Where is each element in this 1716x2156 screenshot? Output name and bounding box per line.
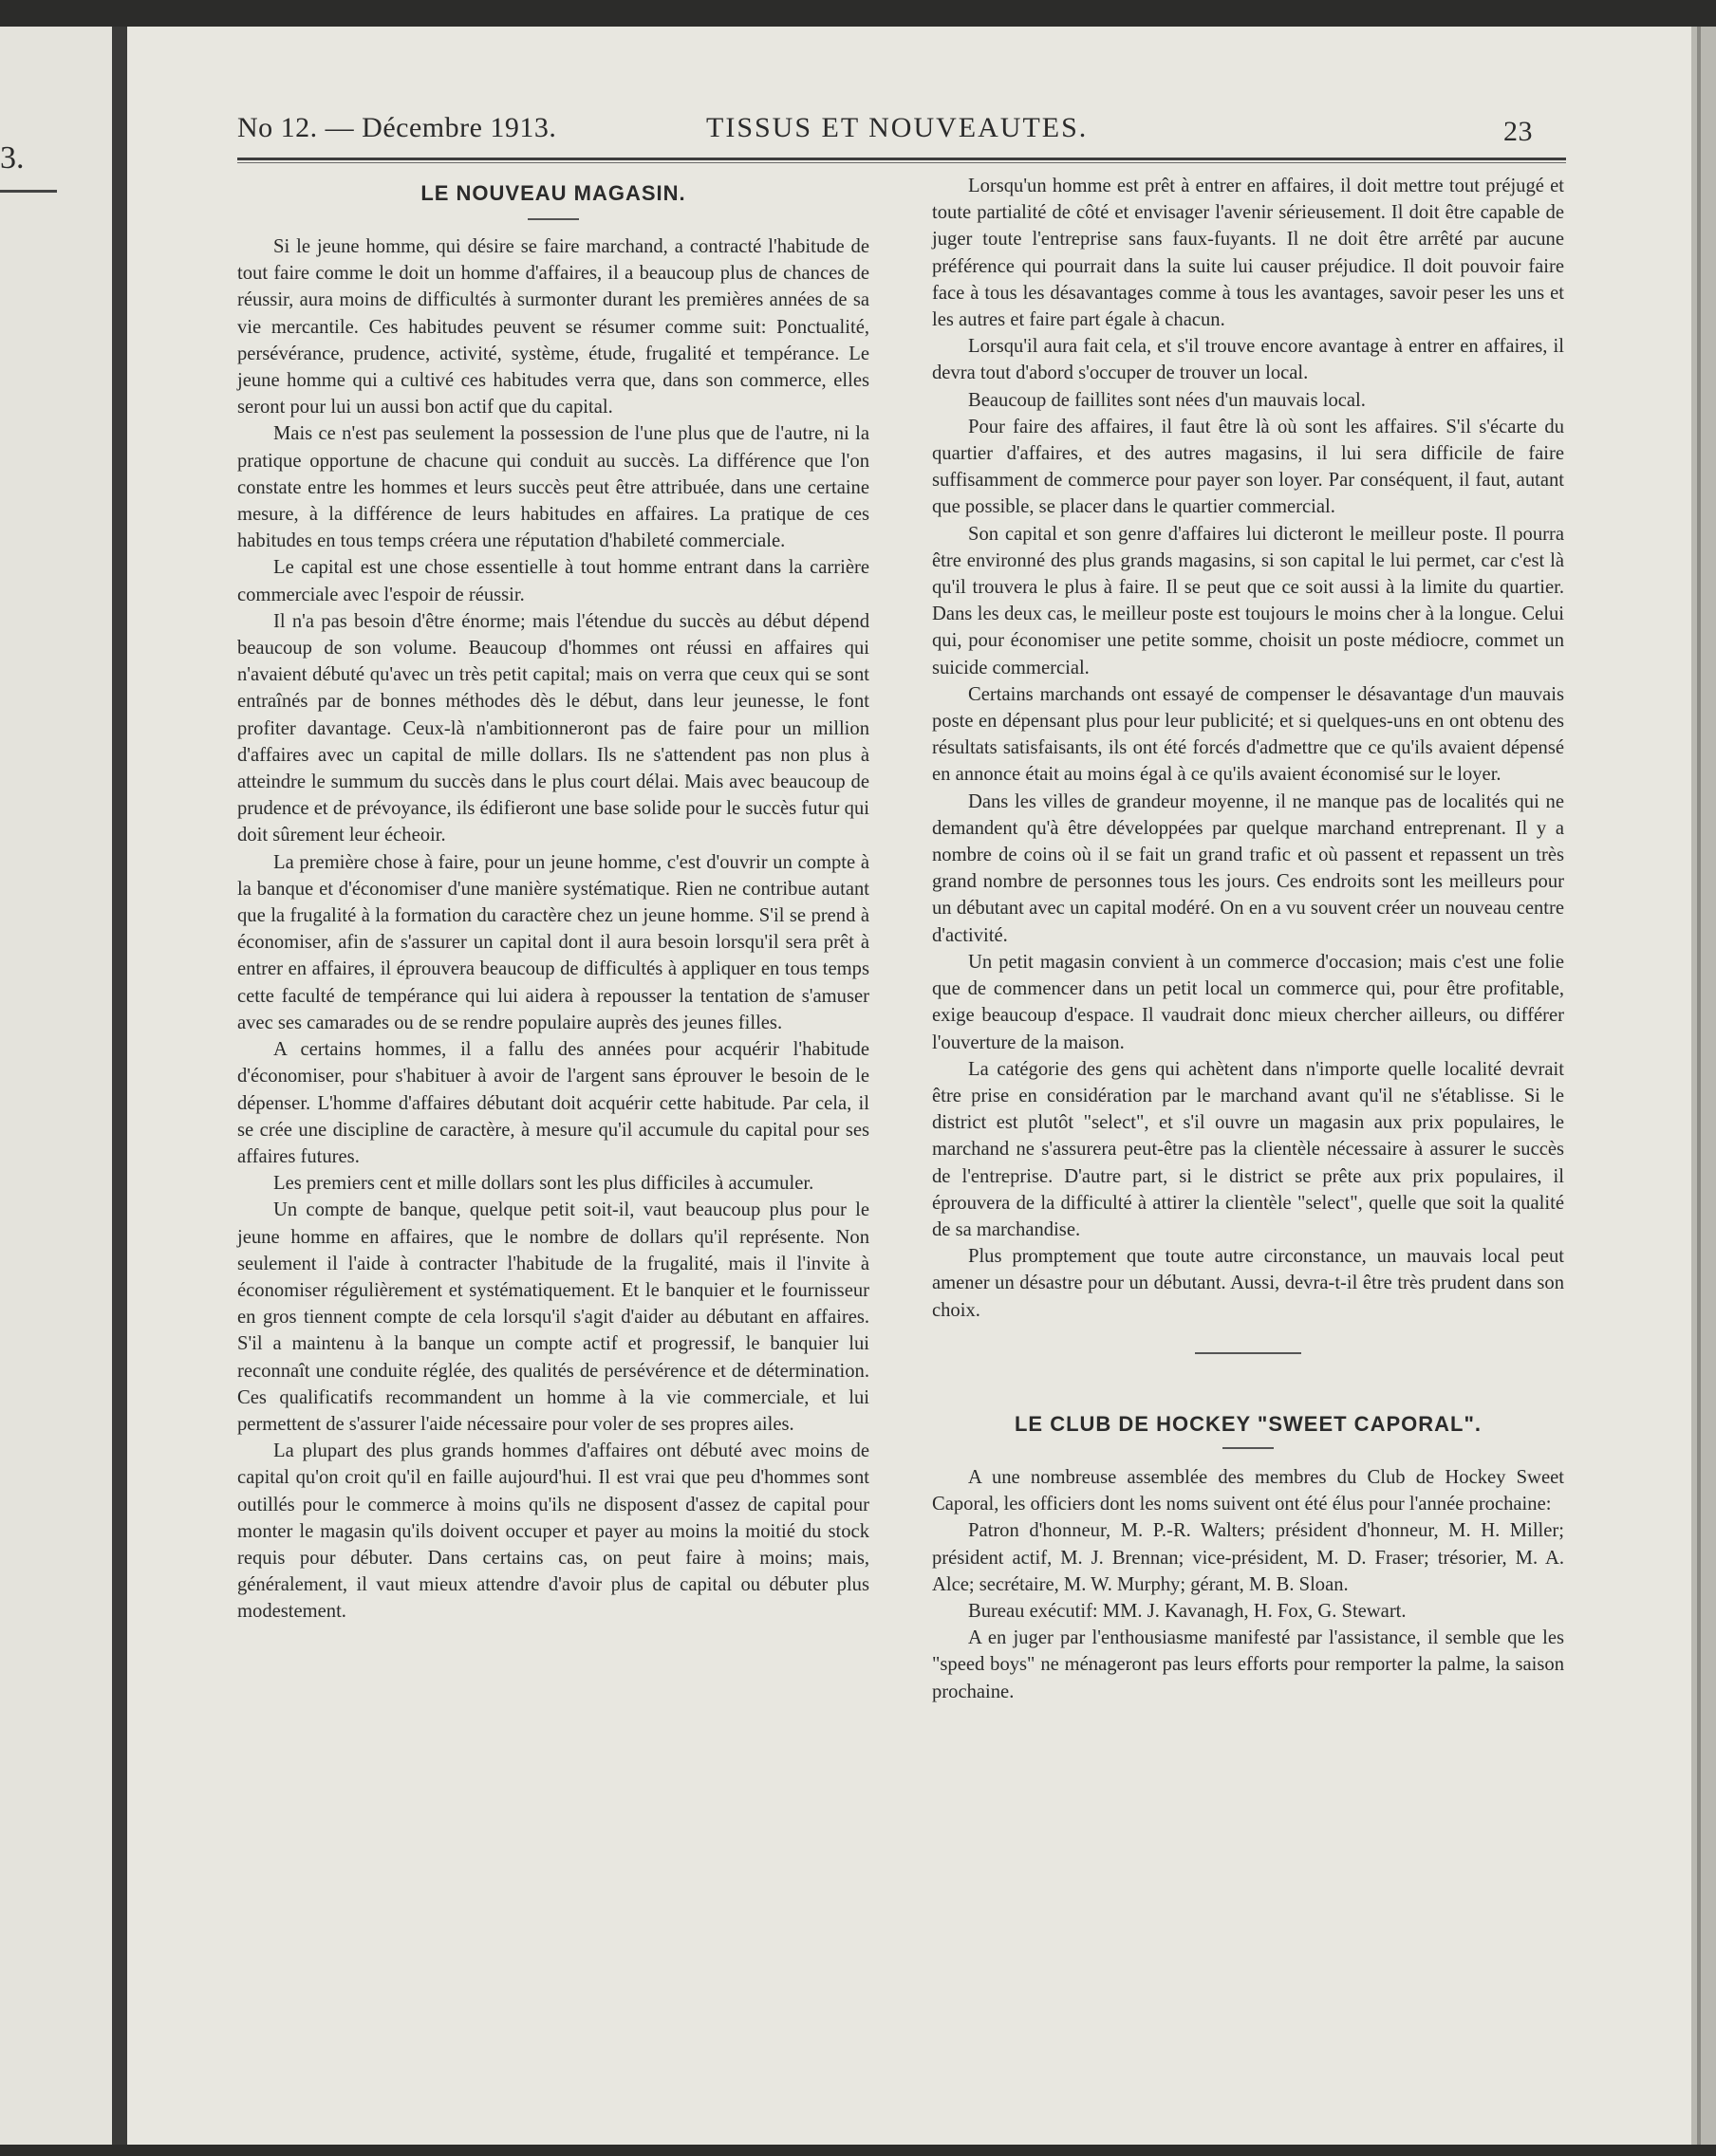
article-paragraph: Le capital est une chose essentielle à tout homme entrant dans la carrière commerciale avec l'espoir de réussir. (237, 557, 869, 605)
article-title-hockey: LE CLUB DE HOCKEY "SWEET CAPORAL". (1014, 1411, 1483, 1436)
title-rule (528, 218, 579, 220)
title-rule (1222, 1447, 1274, 1449)
article-paragraph: Plus promptement que toute autre circonstance, un mauvais local peut amener un désastre pour un débutant. Aussi, devra-t-il être très prudent dans son choix. (932, 1246, 1564, 1321)
article-paragraph: La catégorie des gens qui achètent dans n'importe quelle localité devrait être prise en considération par le marchand avant qu'il ne s'établisse. Si le district est plutôt "select", et s'il ouvre un magasin aux prix populaires, le marchand ne s'assurera peut-être pas la clientèle nécessaire à assurer le succès de l'entreprise. D'autre part, si le district se prête aux prix populaires, il éprouvera de la difficulté à attirer la clientèle "select", quelle que soit la qualité de sa marchandise. (932, 1058, 1564, 1240)
page-edge-right (1691, 27, 1716, 2145)
right-column (932, 173, 1564, 1705)
article-paragraph: Dans les villes de grandeur moyenne, il ne manque pas de localités qui ne demandent qu'à être développées par quelque marchand entreprenant. Il y a nombre de coins où il se fait un grand trafic et où passent et repassent un très grand nombre de personnes tous les jours. Ces endroits sont les meilleurs pour un débutant avec un capital modéré. On en a vu souvent créer un nouveau centre d'activité. (932, 790, 1564, 946)
article-paragraph: Lorsqu'il aura fait cela, et s'il trouve encore avantage à entrer en affaires, il devra tout d'abord s'occuper de trouver un local. (932, 336, 1564, 384)
article-paragraph: Beaucoup de faillites sont nées d'un mauvais local. (968, 389, 1366, 411)
article-paragraph: Un petit magasin convient à un commerce d'occasion; mais c'est une folie que de commencer dans un petit local un commerce qui, pour être profitable, exige beaucoup d'espace. Il vaudrait donc mieux chercher ailleurs, ou différer l'ouverture de la maison. (932, 951, 1564, 1053)
previous-page-rule (0, 190, 57, 193)
running-header (237, 112, 1566, 154)
article-paragraph: Il n'a pas besoin d'être énorme; mais l'étendue du succès au début dépend beaucoup de son volume. Beaucoup d'hommes ont réussi en affaires qui n'avaient débuté qu'avec un très petit capital; mais on verra que ceux qui se sont entraînés par de bonnes méthodes dès le début, dans leur jeunesse, le font profiter davantage. Ceux-là n'ambitionneront pas de faire pour un million d'affaires avec un capital de mille dollars. Ils ne s'attendent pas non plus à atteindre le summum du succès dans le plus court délai. Mais avec beaucoup de prudence et de prévoyance, ils édifieront une base solide pour le succès futur qui doit sûrement leur écheoir. (237, 610, 869, 846)
article-paragraph: Lorsqu'un homme est prêt à entrer en affaires, il doit mettre tout préjugé et toute partialité de côté et envisager l'avenir sérieusement. Il doit être capable de juger toute l'entreprise sans faux-fuyants. Il ne doit être arrêté par aucune préférence qui pourrait dans la suite lui causer préjudice. Il doit pouvoir faire face à tous les désavantages comme à tous les avantages, savoir peser les uns et les autres et faire part égale à chacun. (932, 176, 1564, 331)
article-paragraph: Bureau exécutif: MM. J. Kavanagh, H. Fox, G. Stewart. (968, 1600, 1407, 1622)
previous-page-fragment: 3. (0, 140, 25, 176)
previous-page-sliver (0, 27, 112, 2145)
publication-title: TISSUS ET NOUVEAUTES. (706, 112, 1089, 143)
issue-date: No 12. — Décembre 1913. (237, 112, 557, 143)
article-paragraph: Son capital et son genre d'affaires lui dicteront le meilleur poste. Il pourra être environné des plus grands magasins, si son capital le lui permet, car c'est là qu'il trouvera le plus à faire. Il se peut que ce soit aussi à la limite du quartier. Dans les deux cas, le meilleur poste est toujours le moins cher à la longue. Celui qui, pour économiser une petite somme, choisit un poste médiocre, commet un suicide commercial. (932, 523, 1564, 678)
article-paragraph: La plupart des plus grands hommes d'affaires ont débuté avec moins de capital qu'on croit qu'il en faille aujourd'hui. Il est vrai que peu d'hommes sont outillés pour le commerce à moins qu'ils ne disposent d'assez de capital pour monter le magasin qu'ils doivent occuper et payer au moins la moitié du stock requis pour débuter. Dans certains cas, on peut faire à moins; mais, généralement, il vaut mieux attendre d'avoir plus de capital ou débuter plus modestement. (237, 1440, 869, 1623)
article-paragraph: La première chose à faire, pour un jeune homme, c'est d'ouvrir un compte à la banque et d'économiser d'une manière systématique. Rien ne contribue autant que la frugalité à la formation du caractère chez un jeune homme. S'il se prend à économiser, afin de s'assurer un capital dont il aura besoin lorsqu'il sera prêt à entrer en affaires, il éprouvera beaucoup de difficultés à appliquer en tous temps cette faculté de tempérance qui lui aidera à repousser la tentation de s'amuser avec ses camarades ou de se rendre populaire auprès des jeunes filles. (237, 851, 869, 1033)
article-paragraph: Certains marchands ont essayé de compenser le désavantage d'un mauvais poste en dépensant plus pour leur publicité; et si quelques-uns en ont obtenu des résultats satisfaisants, ils ont été forcés d'admettre que ce qu'ils avaient dépensé en annonce était au moins égal à ce qu'ils avaient économisé sur le loyer. (932, 683, 1564, 786)
article-paragraph: Mais ce n'est pas seulement la possession de l'une plus que de l'autre, ni la pratique opportune de chacune qui conduit au succès. La différence que l'on constate entre les hommes et leurs succès peut être attribuée, dans une certaine mesure, à la différence de leurs habitudes en affaires. La pratique de ces habitudes en tous temps créera une réputation d'habileté commerciale. (237, 423, 869, 552)
article-paragraph: A certains hommes, il a fallu des années pour acquérir l'habitude d'économiser, pour s'habituer à avoir de l'argent sans éprouver le besoin de le dépenser. L'homme d'affaires débutant doit acquérir cette habitude. Par cela, il se crée une discipline de caractère, à mesure qu'il accumule du capital pour ses affaires futures. (237, 1039, 869, 1167)
scan-bottom-edge (0, 2145, 1716, 2156)
header-rule (237, 158, 1566, 160)
binding-gutter (112, 27, 127, 2145)
article-paragraph: A une nombreuse assemblée des membres du Club de Hockey Sweet Caporal, les officiers dont les noms suivent ont été élus pour l'année prochaine: (932, 1466, 1564, 1515)
scan-top-edge (0, 0, 1716, 27)
left-column (237, 173, 869, 1626)
article-paragraph: Les premiers cent et mille dollars sont les plus difficiles à accumuler. (273, 1173, 814, 1195)
article-title: LE NOUVEAU MAGASIN. (420, 181, 686, 205)
header-rule-thin (237, 162, 1566, 163)
article-paragraph: A en juger par l'enthousiasme manifesté par l'assistance, il semble que les "speed boys" ne ménageront pas leurs efforts pour remporter la palme, la saison prochaine. (932, 1627, 1564, 1702)
page-edge-line (1697, 27, 1701, 2145)
article-paragraph: Si le jeune homme, qui désire se faire marchand, a contracté l'habitude de tout faire comme le doit un homme d'affaires, il a beaucoup plus de chances de réussir, aura moins de difficultés à surmonter durant les premières années de sa vie mercantile. Ces habitudes peuvent se résumer comme suit: Ponctualité, persévérance, prudence, activité, système, étude, frugalité et tempérance. Le jeune homme qui a cultivé ces habitudes verra que, dans son commerce, elles seront pour lui un aussi bon actif que du capital. (237, 236, 869, 418)
article-separator (1195, 1352, 1301, 1354)
article-paragraph: Un compte de banque, quelque petit soit-il, vaut beaucoup plus pour le jeune homme en affaires, que le nombre de dollars qu'il représente. Non seulement il l'aide à contracter l'habitude de la frugalité, mais il l'invite à économiser régulièrement et systématiquement. Et le banquier et le fournisseur en gros tiennent compte de cela lorsqu'il s'agit d'aider au débutant en affaires. S'il a maintenu à la banque un compte actif et progressif, le banquier lui reconnaît une conduite réglée, des qualités de persévérence et de détermination. Ces qualificatifs recommandent un homme à la vie commerciale, et lui permettent de s'assurer l'aide nécessaire pour voler de ses propres ailes. (237, 1199, 869, 1435)
page-number: 23 (1503, 116, 1533, 147)
article-paragraph: Patron d'honneur, M. P.-R. Walters; président d'honneur, M. H. Miller; président actif, M. J. Brennan; vice-président, M. D. Fraser; trésorier, M. A. Alce; secrétaire, M. W. Murphy; gérant, M. B. Sloan. (932, 1520, 1564, 1595)
article-paragraph: Pour faire des affaires, il faut être là où sont les affaires. S'il s'écarte du quartier d'affaires, et des autres magasins, il lui sera difficile de faire suffisamment de commerce pour payer son loyer. Par conséquent, il faut, autant que possible, se placer dans le quartier commercial. (932, 416, 1564, 518)
